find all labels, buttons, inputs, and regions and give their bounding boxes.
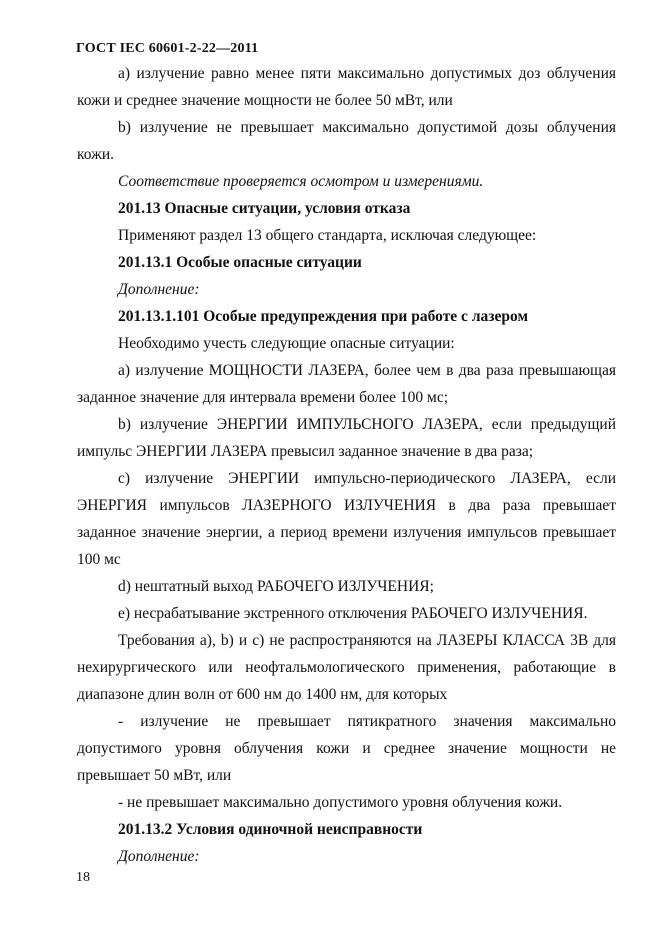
hazard-item-d: d) нештатный выход РАБОЧЕГО ИЗЛУЧЕНИЯ; [118, 578, 434, 595]
exemption-paragraph: Требования а), b) и с) не распространяются на ЛАЗЕРЫ КЛАССА 3B для нехирургического или неофтальмологического применения, работающие в диапазоне длин волн от 600 нм до 1400 нм, для которых [77, 632, 616, 703]
page-number: 18 [76, 870, 90, 885]
compliance-note: Соответствие проверяется осмотром и измерениями. [118, 173, 484, 190]
addition-label-2: Дополнение: [118, 848, 200, 865]
hazard-item-c: с) излучение ЭНЕРГИИ импульсно-периодического ЛАЗЕРА, если ЭНЕРГИЯ импульсов ЛАЗЕРНОГО ИЗЛУЧЕНИЯ в два раза превышает заданное значение энергии, а период времени излучения импульсов превышает 100 мс [77, 470, 616, 568]
exemption-item-1: - излучение не превышает пятикратного значения максимально допустимого уровня облучения кожи и среднее значение мощности не превышает 50 мВт, или [77, 713, 616, 784]
section-heading-201-13: 201.13 Опасные ситуации, условия отказа [118, 200, 411, 217]
addition-label: Дополнение: [118, 281, 200, 298]
hazard-item-b: b) излучение ЭНЕРГИИ ИМПУЛЬСНОГО ЛАЗЕРА, если предыдущий импульс ЭНЕРГИИ ЛАЗЕРА превысил заданное значение в два раза; [77, 416, 616, 460]
list-item-a-skin-dose: a) излучение равно менее пяти максимально допустимых доз облучения кожи и среднее значение мощности не более 50 мВт, или [77, 65, 616, 109]
section-heading-201-13-2: 201.13.2 Условия одиночной неисправности [118, 821, 423, 838]
hazard-item-e: e) несрабатывание экстренного отключения РАБОЧЕГО ИЗЛУЧЕНИЯ. [118, 605, 588, 622]
section-heading-201-13-1-101: 201.13.1.101 Особые предупреждения при работе с лазером [118, 308, 529, 325]
hazard-item-a: а) излучение МОЩНОСТИ ЛАЗЕРА, более чем в два раза превышающая заданное значение для интервала времени более 100 мс; [77, 362, 616, 406]
section-heading-201-13-1: 201.13.1 Особые опасные ситуации [118, 254, 362, 271]
list-item-b-skin-dose: b) излучение не превышает максимально допустимой дозы облучения кожи. [77, 119, 616, 163]
section-intro: Применяют раздел 13 общего стандарта, исключая следующее: [118, 227, 537, 244]
page-body [77, 60, 616, 870]
document-header: ГОСТ IEC 60601-2-22—2011 [76, 41, 259, 56]
hazard-intro: Необходимо учесть следующие опасные ситуации: [118, 335, 455, 352]
exemption-item-2: - не превышает максимально допустимого уровня облучения кожи. [118, 794, 563, 811]
